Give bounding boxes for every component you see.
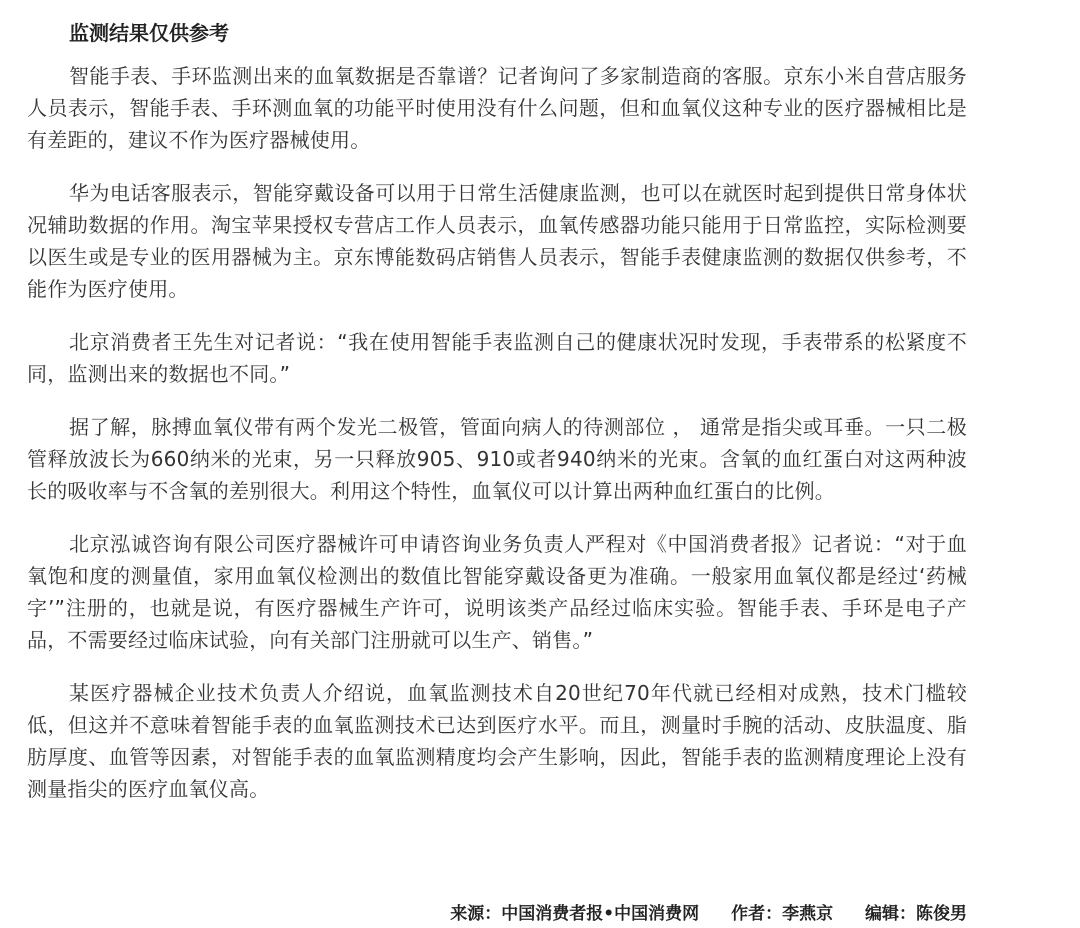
paragraph-3: 北京消费者王先生对记者说：“我在使用智能手表监测自己的健康状况时发现，手表带系的松紧度不同，监测出来的数据也不同。” bbox=[27, 330, 967, 386]
section-heading: 监测结果仅供参考 bbox=[69, 21, 229, 45]
editor-credit: 编辑：陈俊男 bbox=[865, 904, 967, 924]
paragraph-5: 北京泓诚咨询有限公司医疗器械许可申请咨询业务负责人严程对《中国消费者报》记者说：“对于血氧饱和度的测量值，家用血氧仪检测出的数值比智能穿戴设备更为准确。一般家用血氧仪都是经过‘药械字’”注册的，也就是说，有医疗器械生产许可，说明该类产品经过临床实验。智能手表、手环是电子产品，不需要经过临床试验，向有关部门注册就可以生产、销售。” bbox=[27, 532, 967, 652]
source-credit: 来源：中国消费者报•中国消费网 bbox=[450, 904, 700, 924]
paragraph-1: 智能手表、手环监测出来的血氧数据是否靠谱？记者询问了多家制造商的客服。京东小米自营店服务人员表示，智能手表、手环测血氧的功能平时使用没有什么问题，但和血氧仪这种专业的医疗器械相比是有差距的，建议不作为医疗器械使用。 bbox=[27, 64, 967, 152]
paragraph-2: 华为电话客服表示，智能穿戴设备可以用于日常生活健康监测，也可以在就医时起到提供日常身体状况辅助数据的作用。淘宝苹果授权专营店工作人员表示，血氧传感器功能只能用于日常监控，实际检测要以医生或是专业的医用器械为主。京东博能数码店销售人员表示，智能手表健康监测的数据仅供参考，不能作为医疗使用。 bbox=[27, 181, 967, 301]
paragraph-4: 据了解，脉搏血氧仪带有两个发光二极管，管面向病人的待测部位 ， 通常是指尖或耳垂。一只二极管释放波长为660纳米的光束，另一只释放905、910或者940纳米的光束。含氧的血红蛋白对这两种波长的吸收率与不含氧的差别很大。利用这个特性，血氧仪可以计算出两种血红蛋白的比例。 bbox=[27, 415, 967, 503]
author-credit: 作者：李燕京 bbox=[731, 904, 834, 924]
paragraph-6: 某医疗器械企业技术负责人介绍说，血氧监测技术自20世纪70年代就已经相对成熟，技术门槛较低，但这并不意味着智能手表的血氧监测技术已达到医疗水平。而且，测量时手腕的活动、皮肤温度、脂肪厚度、血管等因素，对智能手表的血氧监测精度均会产生影响，因此，智能手表的监测精度理论上没有测量指尖的医疗血氧仪高。 bbox=[27, 681, 967, 801]
article-body bbox=[27, 18, 967, 924]
